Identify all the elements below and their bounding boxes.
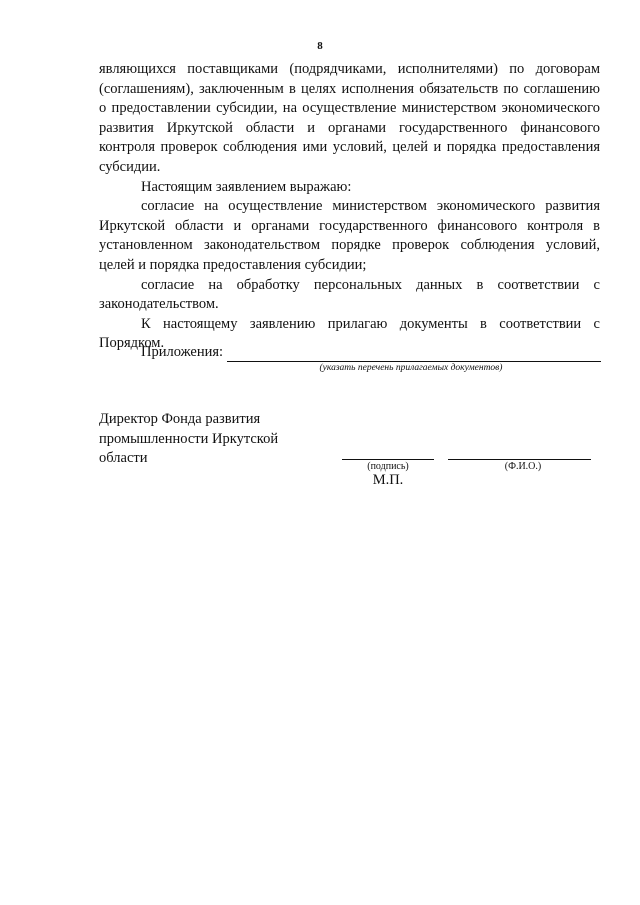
signatory-block	[99, 410, 339, 469]
page-number: 8	[317, 40, 323, 52]
paragraph-consent-personal-data: согласие на обработку персональных данных в соответствии с законодательством.	[99, 276, 600, 313]
paragraph-attachments: К настоящему заявлению прилагаю документы в соответствии с Порядком.	[99, 315, 600, 352]
appendix-hint: (указать перечень прилагаемых документов)	[319, 363, 503, 373]
paragraph-statement-intro: Настоящим заявлением выражаю:	[141, 178, 352, 195]
document-body	[99, 60, 600, 354]
signature-line	[342, 459, 434, 460]
signature-caption: (подпись)	[367, 461, 409, 472]
appendix-block	[141, 343, 601, 374]
signatory-line-2: промышленности Иркутской	[99, 430, 279, 447]
appendix-row	[141, 343, 601, 362]
fio-caption: (Ф.И.О.)	[504, 461, 542, 472]
signatory-line-1: Директор Фонда развития	[99, 411, 261, 427]
stamp-label: М.П.	[372, 472, 404, 488]
signatory-line-3: области	[99, 450, 148, 467]
appendix-label: Приложения:	[141, 344, 224, 360]
fio-line	[448, 459, 591, 460]
appendix-fill-line	[227, 347, 601, 362]
paragraph-consent-inspection: согласие на осуществление министерством экономического развития Иркутской области и органами государственного финансового контроля в установленном законодательством порядке проверок соблюдения условий, целей и порядка предоставления субсидии;	[99, 198, 600, 273]
paragraph-continuation: являющихся поставщиками (подрядчиками, исполнителями) по договорам (соглашениям), заключенным в целях исполнения обязательств по соглашению о предоставлении субсидии, на осуществление министерством экономического развития Иркутской области и органами государственного финансового контроля проверок соблюдения ими условий, целей и порядка предоставления субсидии.	[99, 61, 600, 175]
